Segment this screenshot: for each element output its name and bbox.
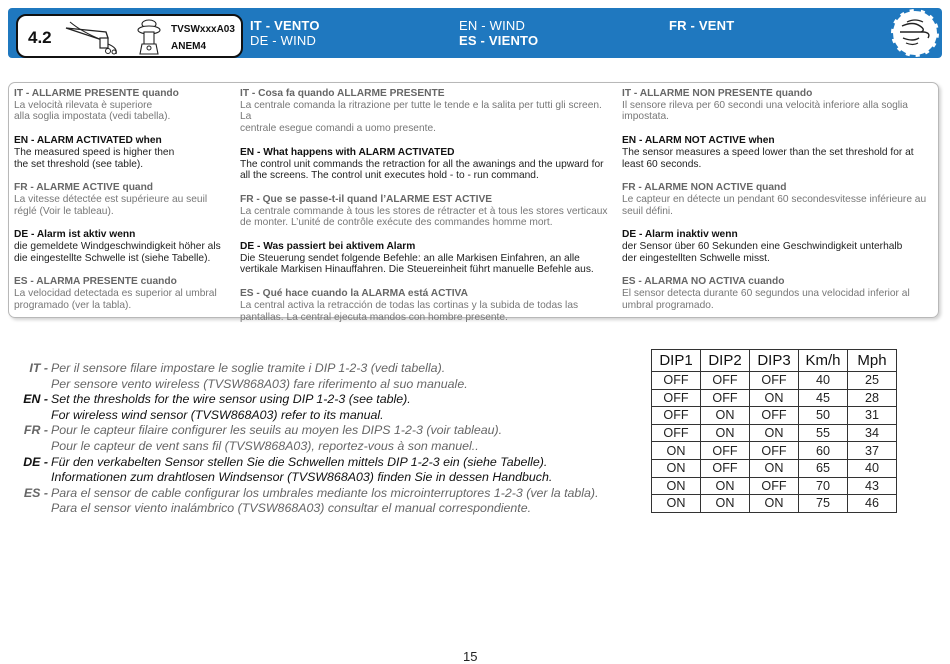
- table-cell: ON: [750, 389, 799, 407]
- table-row: [652, 495, 897, 513]
- behaviour-block-de: DE - Was passiert bei aktivem Alarm Die Steuerung sendet folgende Befehle: an alle Markisen Einfahren, an alle vertikale Markisen Hinauffahren. Die Steuereinheit führt manuelle Befehle aus.: [240, 241, 594, 276]
- table-row: [652, 424, 897, 442]
- table-row: [652, 407, 897, 425]
- instruction-es: ES - Para el sensor de cable configurar los umbrales mediante los microinterruptores 1-2-3 (ver la tabla).: [23, 485, 599, 500]
- behaviour-block-en: EN - What happens with ALARM ACTIVATED The control unit commands the retraction for all the awanings and the upward for all the screens. The control unit executes hold - to - run command.: [240, 146, 604, 182]
- alarm-active-column: [14, 88, 229, 324]
- table-cell: OFF: [701, 389, 750, 407]
- table-cell: 50: [799, 407, 848, 425]
- table-cell: OFF: [652, 407, 701, 425]
- header-mph: Mph: [848, 350, 897, 372]
- table-cell: 28: [848, 389, 897, 407]
- table-cell: OFF: [701, 442, 750, 460]
- table-cell: OFF: [652, 389, 701, 407]
- product-code-anemometer: ANEM4: [171, 41, 207, 52]
- alarm-block-en: EN - ALARM ACTIVATED when The measured speed is higher then the set threshold (see table).: [14, 135, 175, 170]
- table-cell: 70: [799, 477, 848, 495]
- alarm-behaviour-column: [240, 88, 612, 335]
- dip-threshold-table: [651, 349, 897, 513]
- header-kmh: Km/h: [799, 350, 848, 372]
- instruction-fr: FR - Pour le capteur filaire configurer les seuils au moyen les DIPS 1-2-3 (voir tableau).: [23, 423, 503, 438]
- table-cell: ON: [750, 459, 799, 477]
- inactive-block-en: EN - ALARM NOT ACTIVE when The sensor measures a speed lower than the set threshold for at least 60 seconds.: [622, 135, 914, 170]
- product-code-wireless: TVSWxxxA03: [171, 24, 235, 35]
- inactive-block-es: ES - ALARMA NO ACTIVA cuando El sensor detecta durante 60 segundos una velocidad inferior al umbral programado.: [622, 276, 910, 311]
- title-en: EN - WIND: [459, 18, 526, 33]
- table-cell: ON: [652, 459, 701, 477]
- table-cell: ON: [652, 495, 701, 513]
- table-cell: 31: [848, 407, 897, 425]
- table-cell: 55: [799, 424, 848, 442]
- table-cell: 65: [799, 459, 848, 477]
- alarm-block-it: IT - ALLARME PRESENTE quando La velocità rilevata è superiore alla soglia impostata (vedi tabella).: [14, 88, 179, 123]
- table-cell: OFF: [652, 372, 701, 390]
- header-dip3: DIP3: [750, 350, 799, 372]
- table-cell: OFF: [750, 442, 799, 460]
- inactive-block-it: IT - ALLARME NON PRESENTE quando Il sensore rileva per 60 secondi una velocità inferiore alla soglia impostata.: [622, 88, 908, 123]
- table-row: [652, 477, 897, 495]
- behaviour-block-es: ES - Qué hace cuando la ALARMA está ACTIVA La central activa la retracción de todas las cortinas y la subida de todas las pantallas. La central ejecuta mandos con hombre presente.: [240, 288, 579, 323]
- table-cell: 60: [799, 442, 848, 460]
- table-cell: ON: [750, 424, 799, 442]
- table-cell: 45: [799, 389, 848, 407]
- table-cell: 40: [799, 372, 848, 390]
- instruction-en: EN - Set the thresholds for the wire sensor using DIP 1-2-3 (see table).: [23, 392, 411, 407]
- section-number: 4.2: [28, 28, 52, 47]
- table-row: [652, 442, 897, 460]
- inactive-block-de: DE - Alarm inaktiv wenn der Sensor über 60 Sekunden eine Geschwindigkeit unterhalb der eingestellten Schwelle misst.: [622, 229, 903, 264]
- header-dip1: DIP1: [652, 350, 701, 372]
- table-cell: 25: [848, 372, 897, 390]
- alarm-block-es: ES - ALARMA PRESENTE cuando La velocidad detectada es superior al umbral programado (ver la tabla).: [14, 276, 217, 311]
- header-dip2: DIP2: [701, 350, 750, 372]
- table-cell: OFF: [701, 372, 750, 390]
- title-it: IT - VENTO: [250, 18, 320, 33]
- table-cell: OFF: [750, 407, 799, 425]
- alarm-info-box: [8, 82, 939, 323]
- table-cell: OFF: [750, 477, 799, 495]
- section-id-box: [16, 14, 243, 58]
- table-body: [652, 372, 897, 513]
- alarm-block-fr: FR - ALARME ACTIVE quand La vitesse détectée est supérieure au seuil réglé (Voir le tableau).: [14, 182, 208, 217]
- inactive-block-fr: FR - ALARME NON ACTIVE quand Le capteur en détecte un pendant 60 secondesvitesse inférieure au seuil défini.: [622, 182, 927, 217]
- table-header-row: [652, 350, 897, 372]
- wired-wind-sensor-icon: [62, 18, 132, 56]
- instruction-it: IT - Per il sensore filare impostare le soglie tramite i DIP 1-2-3 (vedi tabella).: [29, 361, 446, 375]
- page-number: 15: [463, 649, 478, 664]
- table-cell: OFF: [701, 459, 750, 477]
- table-cell: 40: [848, 459, 897, 477]
- anemometer-icon: [132, 18, 166, 56]
- title-es: ES - VIENTO: [459, 33, 539, 48]
- table-cell: ON: [701, 477, 750, 495]
- table-cell: ON: [750, 495, 799, 513]
- threshold-instructions: IT - Per il sensore filare impostare le soglie tramite i DIP 1-2-3 (vedi tabella). Per sensore vento wireless (TVSW868A03) fare riferimento al suo manuale. EN - Set the thresholds for the wire sensor using DIP 1-2-3 (see table). For wireless wind sensor (TVSW868A03) refer to its manual. FR - Pour le capteur filaire configurer les seuils au moyen les DIPS 1-2-3 (voir tableau). Pour le capteur de vent sans fil (TVSW868A03), reportez-vous à son manuel.. DE - Für den verkabelten Sensor stellen Sie die Schwellen mittels DIP 1-2-3 ein (siehe Tabelle). Informationen zum drahtlosen Windsensor (TVSW868A03) finden Sie in dessen Handbuch. ES - Para el sensor de cable configurar los umbrales mediante los microinterruptores 1-2-3 (ver la tabla). Para el sensor viento inalámbrico (TVSW868A03) consultar el manual correspondiente.: [17, 361, 599, 517]
- table-cell: 34: [848, 424, 897, 442]
- table-cell: ON: [701, 495, 750, 513]
- table-cell: 43: [848, 477, 897, 495]
- table-cell: ON: [701, 424, 750, 442]
- table-cell: 46: [848, 495, 897, 513]
- behaviour-block-fr: FR - Que se passe-t-il quand l’ALARME EST ACTIVE La centrale commande à tous les stores de rétracter et à tous les stores verticaux de monter. L’unité de contrôle exécute des commandes homme mort.: [240, 193, 608, 229]
- table-row: [652, 389, 897, 407]
- section-header: [8, 8, 942, 58]
- title-fr: FR - VENT: [669, 18, 735, 33]
- table-cell: OFF: [652, 424, 701, 442]
- table-cell: 37: [848, 442, 897, 460]
- table-row: [652, 372, 897, 390]
- alarm-block-de: DE - Alarm ist aktiv wenn die gemeldete Windgeschwindigkeit höher als die eingestellte Schwelle ist (siehe Tabelle).: [14, 229, 221, 264]
- table-cell: ON: [652, 477, 701, 495]
- table-cell: ON: [701, 407, 750, 425]
- title-de: DE - WIND: [250, 33, 317, 48]
- table-cell: OFF: [750, 372, 799, 390]
- table-cell: ON: [652, 442, 701, 460]
- behaviour-block-it: IT - Cosa fa quando ALLARME PRESENTE La centrale comanda la ritrazione per tutte le tende e la salita per tutti gli screen. La centrale esegue comandi a uomo presente.: [240, 88, 602, 135]
- table-row: [652, 459, 897, 477]
- wind-badge-icon: [891, 9, 939, 57]
- instruction-de: DE - Für den verkabelten Sensor stellen Sie die Schwellen mittels DIP 1-2-3 ein (siehe Tabelle).: [23, 454, 548, 469]
- table-cell: 75: [799, 495, 848, 513]
- alarm-inactive-column: [622, 88, 932, 324]
